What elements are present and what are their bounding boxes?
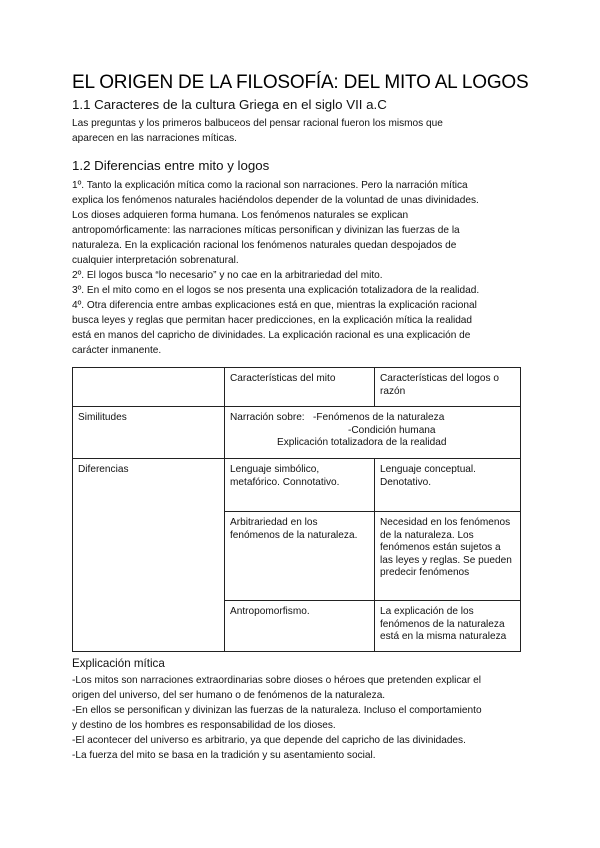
page-title: EL ORIGEN DE LA FILOSOFÍA: DEL MITO AL LOGOS xyxy=(72,72,529,93)
table-row-similitudes xyxy=(73,407,521,459)
text-line: carácter inmanente. xyxy=(72,345,162,356)
section1-heading: 1.1 Caracteres de la cultura Griega en el siglo VII a.C xyxy=(72,97,387,112)
similitudes-cell xyxy=(225,407,521,459)
diff-logos-necesidad: Necesidad en los fenómenos de la naturaleza. Los fenómenos están sujetos a las leyes y reglas. Se pueden predecir fenómenos xyxy=(375,512,521,601)
text-line: -La fuerza del mito se basa en la tradición y su asentamiento social. xyxy=(72,750,376,761)
text-line: explica los fenómenos naturales haciéndolos depender de la voluntad de unas divinidades. xyxy=(72,195,479,206)
table-header-logos: Características del logos o razón xyxy=(375,368,521,407)
text-line: -En ellos se personifican y divinizan las fuerzas de la naturaleza. Incluso el comportamiento xyxy=(72,705,482,716)
section3-heading: Explicación mítica xyxy=(72,657,165,670)
text-line: antropomórficamente: las narraciones míticas personifican y divinizan las fuerzas de la xyxy=(72,225,460,236)
text-line: 4º. Otra diferencia entre ambas explicaciones está en que, mientras la explicación racional xyxy=(72,300,477,311)
table-header-mito: Características del mito xyxy=(225,368,375,407)
text-line: y destino de los hombres es responsabilidad de los dioses. xyxy=(72,720,336,731)
text-line: -Los mitos son narraciones extraordinarias sobre dioses o héroes que pretenden explicar el xyxy=(72,675,482,686)
text-line: 3º. En el mito como en el logos se nos presenta una explicación totalizadora de la realidad. xyxy=(72,285,480,296)
text-line: aparecen en las narraciones míticas. xyxy=(72,133,237,144)
section3-body xyxy=(72,673,532,763)
diff-mito-arbitrariedad: Arbitrariedad en los fenómenos de la naturaleza. xyxy=(225,512,375,601)
comparison-table xyxy=(72,367,521,652)
table-header-row xyxy=(73,368,521,407)
text-line: cualquier interpretación sobrenatural. xyxy=(72,255,239,266)
text-line: origen del universo, del ser humano o de fenómenos de la naturaleza. xyxy=(72,690,386,701)
text-line: -El acontecer del universo es arbitrario, ya que depende del capricho de las divinidades. xyxy=(72,735,466,746)
table-header-empty xyxy=(73,368,225,407)
diff-logos-lenguaje: Lenguaje conceptual. Denotativo. xyxy=(375,459,521,512)
row-label-diferencias: Diferencias xyxy=(73,459,225,652)
diff-mito-lenguaje: Lenguaje simbólico, metafórico. Connotativo. xyxy=(225,459,375,512)
text-line: Los dioses adquieren forma humana. Los fenómenos naturales se explican xyxy=(72,210,409,221)
section1-body xyxy=(72,116,532,146)
text-line: Las preguntas y los primeros balbuceos del pensar racional fueron los mismos que xyxy=(72,118,443,129)
text-line: está en manos del capricho de divinidades. La explicación racional es una explicación de xyxy=(72,330,471,341)
text-line: busca leyes y reglas que permitan hacer predicciones, en la explicación mítica la realidad xyxy=(72,315,473,326)
text-line: Explicación totalizadora de la realidad xyxy=(277,437,447,448)
text-line: -Condición humana xyxy=(348,424,436,436)
row-label-similitudes: Similitudes xyxy=(73,407,225,459)
diff-logos-naturaleza: La explicación de los fenómenos de la naturaleza está en la misma naturaleza xyxy=(375,601,521,652)
section2-body xyxy=(72,178,532,358)
table-row-diferencias-1 xyxy=(73,459,521,512)
diff-mito-antropomorfismo: Antropomorfismo. xyxy=(225,601,375,652)
text-line: 1º. Tanto la explicación mítica como la racional son narraciones. Pero la narración mítica xyxy=(72,180,468,191)
section2-heading: 1.2 Diferencias entre mito y logos xyxy=(72,158,270,173)
text-line: 2º. El logos busca “lo necesario” y no cae en la arbitrariedad del mito. xyxy=(72,270,383,281)
text-line: Narración sobre: -Fenómenos de la naturaleza xyxy=(230,412,445,423)
text-line: naturaleza. En la explicación racional los fenómenos naturales quedan despojados de xyxy=(72,240,457,251)
